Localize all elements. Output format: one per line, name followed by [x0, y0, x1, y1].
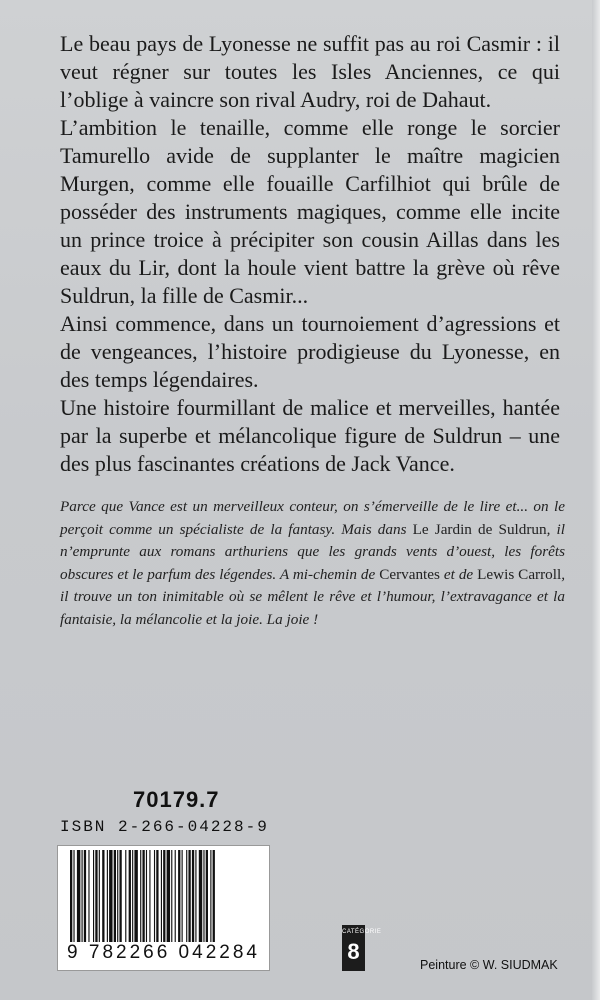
- painting-credit: Peinture © W. SIUDMAK: [420, 958, 558, 972]
- critic-quote: [60, 496, 565, 632]
- blurb-paragraph-1: Le beau pays de Lyonesse ne suffit pas au roi Casmir : il veut régner sur toutes les Isles Anciennes, ce qui l’oblige à vaincre son rival Audry, roi de Dahaut.: [60, 31, 560, 112]
- quote-book-title: Le Jardin de Suldrun: [412, 520, 547, 538]
- barcode: [57, 845, 270, 971]
- quote-text-2: , il n’emprunte aux romans arthuriens que les grands vents d’ouest, les forêts obscures et le parfum des légendes. A mi-chemin de: [60, 520, 565, 583]
- quote-text-4: , il trouve un ton inimitable où se mêlent le rêve et l’humour, l’extravagance et la fantaisie, la mélancolie et la joie. La joie !: [60, 565, 565, 628]
- quote-text-1: Parce que Vance est un merveilleux conteur, on s’émerveille de le lire et... on le perçoit comme un spécialiste de la fantasy. Mais dans: [60, 498, 565, 538]
- quote-author-cervantes: Cervantes: [379, 565, 440, 583]
- barcode-bars: [68, 850, 259, 942]
- blurb-paragraph-2: L’ambition le tenaille, comme elle ronge le sorcier Tamurello avide de supplanter le maître magicien Murgen, comme elle fouaille Carfilhiot qui brûle de posséder des instruments magiques, comme elle incite un prince troice à précipiter son cousin Aillas dans les eaux du Lir, dont la houle vient battre la grève où rêve Suldrun, la fille de Casmir...: [60, 115, 560, 308]
- category-badge: [342, 925, 382, 971]
- category-number: 8: [347, 939, 360, 964]
- blurb-paragraph-4: Une histoire fourmillant de malice et merveilles, hantée par la superbe et mélancolique figure de Suldrun – une des plus fascinantes créations de Jack Vance.: [60, 395, 560, 476]
- barcode-digits: 9 782266 042284: [67, 942, 260, 963]
- product-code: 70179.7: [133, 787, 220, 812]
- isbn-number: ISBN 2-266-04228-9: [60, 818, 269, 836]
- cover-edge: [592, 0, 600, 1000]
- blurb-text: [60, 30, 560, 478]
- quote-author-carroll: Lewis Carroll: [477, 565, 562, 583]
- category-label: CATÉGORIE: [342, 929, 382, 935]
- blurb-paragraph-3: Ainsi commence, dans un tournoiement d’agressions et de vengeances, l’histoire prodigieuse du Lyonesse, en des temps légendaires.: [60, 311, 560, 392]
- quote-text-3: et de: [439, 565, 478, 583]
